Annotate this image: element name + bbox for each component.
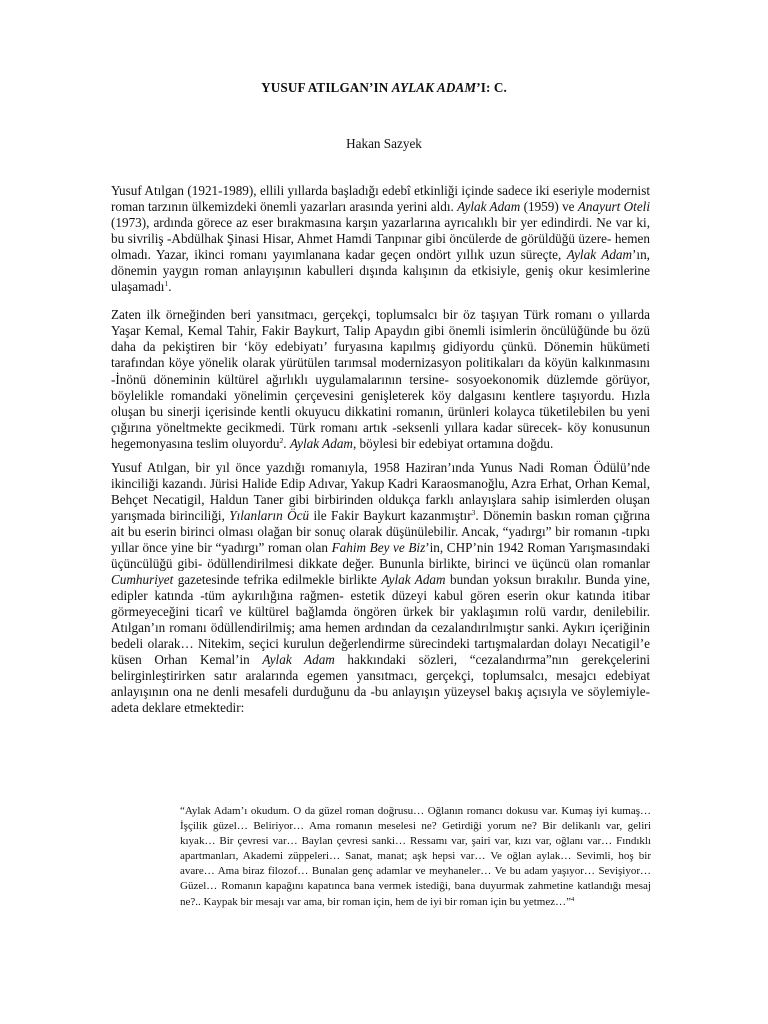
italic-title: Yılanların Öcü xyxy=(229,507,310,523)
text-run: ’in, CHP’nin 1942 Roman Yarışmasındaki üçüncülüğü gibi- ödüllendirilmesi dikkate değer. Bununla birlikte, birinci ve üçüncü olan romanlar xyxy=(111,539,650,572)
paragraph xyxy=(111,307,650,451)
italic-title: Aylak Adam xyxy=(457,199,521,215)
text-run: Yusuf Atılgan (1921-1989), ellili yıllarda başladığı edebî etkinliği içinde sadece iki eseriyle modernist roman tarzının ülkemizdeki önemli yazarları arasında yerini aldı. xyxy=(111,183,650,215)
title-suffix: ’I: C. xyxy=(476,80,507,95)
text-run: Yusuf Atılgan, bir yıl önce yazdığı romanıyla, 1958 Haziran’ında Yunus Nadi Roman Ödülü’nde ikinciliği kazandı. Jürisi Halide Edip Adıvar, Yakup Kadri Karaosmanoğlu, Azra Erhat, Orhan Kemal, Behçet Necatigil, Haldun Taner gibi birbirinden oldukça farklı anlayışlara sahip isimlerden oluşan yarışmada birinciliği, xyxy=(111,459,650,523)
footnote-marker: 1 xyxy=(164,279,169,289)
text-run: . xyxy=(283,435,290,451)
footnote-marker: 4 xyxy=(570,895,575,903)
footnote-marker: 3 xyxy=(471,507,476,517)
paragraph xyxy=(111,183,650,295)
title-prefix: YUSUF ATILGAN’IN xyxy=(261,80,392,95)
paper-title xyxy=(0,80,768,96)
italic-title: Cumhuriyet xyxy=(111,572,174,588)
text-run: (1959) ve xyxy=(520,199,578,215)
italic-title: Aylak Adam xyxy=(381,572,446,588)
italic-title: Fahim Bey ve Biz xyxy=(331,539,426,555)
quote-text xyxy=(180,804,651,910)
text-run: ile Fakir Baykurt kazanmıştır xyxy=(309,507,472,523)
paragraph xyxy=(111,460,650,717)
italic-title: Aylak Adam xyxy=(566,247,633,263)
author-name: Hakan Sazyek xyxy=(346,136,422,151)
article-body xyxy=(111,183,650,725)
text-run: . Dönemin baskın roman çığrına ait bu eserin birinci olması olağan bir sonuç olarak düşünülebilir. Ancak, “yadırgı” bir romanın -tıpkı yıllar önce yine bir “yadırgı” roman olan xyxy=(111,507,650,555)
footnote-marker: 2 xyxy=(279,435,284,445)
text-run: (1973), ardında görece az eser bırakmasına karşın yazarlarına ayrıcalıklı bir yer edindirdi. Ne var ki, bu sivriliş -Abdülhak Şinasi Hisar, Ahmet Hamdi Tanpınar gibi öncülerde de görüldüğü üzere- hemen olmadı. Yazar, ikinci romanı yayımlanana kadar geçen ondört yıllık uzun süreçte, xyxy=(111,215,650,263)
italic-title: Aylak Adam xyxy=(289,435,353,451)
italic-title: Aylak Adam xyxy=(262,652,335,668)
italic-title: Anayurt Oteli xyxy=(577,199,651,215)
text-run: hakkındaki sözleri, “cezalandırma”nın gerekçelerini belirginleştirirken satır aralarında egemen yansıtmacı, gerçekçi, toplumsalcı, mesajcı edebiyat anlayışının ona ne denli mesafeli durduğunu da -bu anlayışın yüzeysel bakış açısıyla ve söylemiyle- adeta deklare etmektedir: xyxy=(111,652,650,716)
title-italic: AYLAK ADAM xyxy=(391,80,477,95)
text-run: , böylesi bir edebiyat ortamına doğdu. xyxy=(352,435,554,451)
text-run: ’ın, dönemin yaygın roman anlayışının kabulleri dışında kalışının da etkisiyle, geniş okur kesimlerine ulaşamadı xyxy=(111,247,650,295)
text-run: gazetesinde tefrika edilmekle birlikte xyxy=(173,572,382,588)
block-quote xyxy=(180,804,651,910)
text-run: “Aylak Adam’ı okudum. O da güzel roman doğrusu… Oğlanın romancı dokusu var. Kumaş iyi kumaş… İşçilik güzel… Beliriyor… Ama romanın meselesi ne? Getirdiği yorum ne? Bir delikanlı var, geliri kıyak… Bir çevresi var… Baylan çevresi sanki… Ressamı var, şairi var, kızı var, oğlanı var… Fındıklı apartmanları, Akademi züppeleri… Sanat, manat; aşk hepsi var… Ve oğlan aylak… Sevimli, hoş bir avare… Ama biraz filozof… Bunalan genç adamlar ve meyhaneler… Ve bu adam yaşıyor… Sevişiyor… Güzel… Romanın kapağını kapatınca bana vermek istediği, bana duyurmak zahmetine katlandığı mesaj ne?.. Kaypak bir mesajı var ama, bir roman için, hem de iyi bir roman için bu yetmez…” xyxy=(180,805,651,908)
text-run: Zaten ilk örneğinden beri yansıtmacı, gerçekçi, toplumsalcı bir öz taşıyan Türk romanı o yıllarda Yaşar Kemal, Kemal Tahir, Fakir Baykurt, Talip Apaydın gibi önemli isimlerin öncülüğünde bu özü daha da pekiştiren bir ‘köy edebiyatı’ furyasına kapılmış gidiyordu çünkü. Dönemin hükümeti tarafından köye yönelik olarak yürütülen tarımsal modernizasyon politikaları da köyün kalkınmasını -İnönü döneminin kültürel ağırlıklı uygulamalarının tersine- sosyoekonomik düzlemde görüyor, böylelikle romandaki yönelimin çerçevesini genişleterek köy dalgasını kentlere taşıyordu. Hızla oluşan bu sinerji içerisinde kentli okuyucu dikkatini romanın, ürünleri kolayca tüketilebilen bu yeni çığırına yöneltmekte gecikmedi. Türk romanı artık -seksenli yıllara kadar sürecek- köy konusunun hegemonyasına teslim oluyordu xyxy=(111,307,650,451)
text-run: . xyxy=(168,279,172,295)
text-run: bundan yoksun bırakılır. Bunda yine, edipler katında -tüm aykırılığına rağmen- estetik düzeyi kabul gören eserin okur katında itibar görmeyeceğini ticarî ve kültürel bağlamda öngören ürkek bir yaklaşımın rolü vardır, denilebilir. Atılgan’ın romanı ödüllendirilmiş; ama hemen ardından da cezalandırılmıştır sanki. Aykırı içeriğinin bedeli olarak… Nitekim, seçici kurulun değerlendirme sürecindeki tartışmalardan dolayı Necatigil’e küsen Orhan Kemal’in xyxy=(111,572,650,668)
